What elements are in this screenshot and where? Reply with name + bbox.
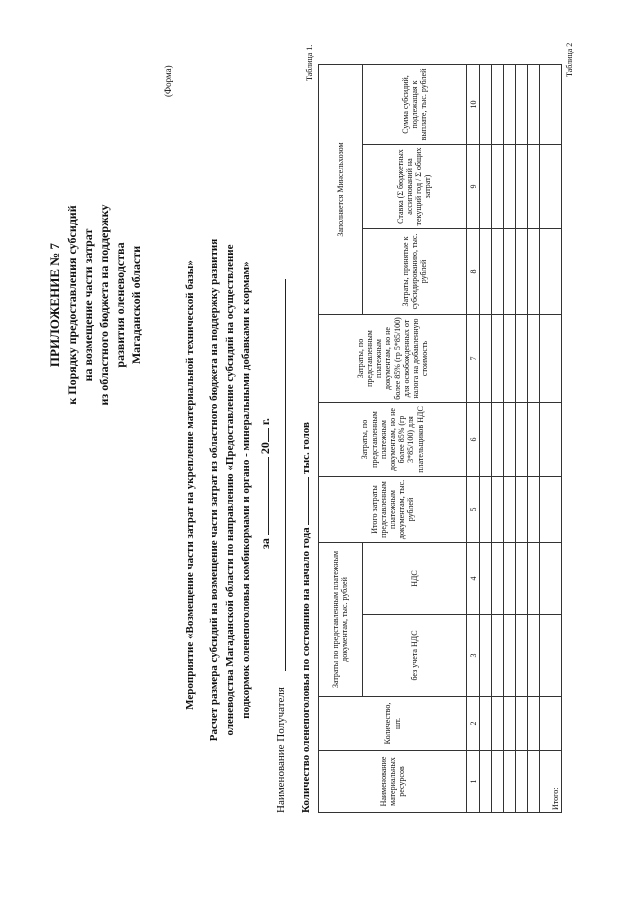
appendix-line-1: к Порядку предоставления субсидий [65,205,79,405]
header-col9: Ставка (Σ бюджетных ассигнований на текущий год / Σ общих затрат) [362,145,467,229]
appendix-line-2: на возмещение части затрат [81,228,95,382]
form-note: (Форма) [163,65,173,97]
table-row [480,64,492,812]
calc-title-line-2: оленеводства Магаданской области по направлению «Предоставление субсидий на осуществление [224,244,236,736]
period-year-prefix: 20 [258,442,272,455]
subsidy-table [318,64,562,813]
col-number-1: 1 [467,751,480,813]
header-vat: НДС [362,543,467,615]
header-without-vat: без учета НДС [362,615,467,697]
herd-unit: тыс. голов [300,422,312,474]
col-number-10: 10 [467,64,480,144]
header-col8: Затраты, принятые к субсидированию, тыс. рублей [362,229,467,315]
table-row [504,64,516,812]
period-line [256,418,271,549]
recipient-label: Наименование Получателя [275,687,287,813]
table-row [516,64,528,812]
table-row [492,64,504,812]
header-col6: Затраты, по представленным платежным документам, но не более 85% (гр 3*85/100) для плательщиков НДС [319,403,467,477]
appendix-line-5: Магаданской области [129,245,143,365]
col-number-6: 6 [467,403,480,477]
period-blank [256,457,269,535]
col-number-9: 9 [467,145,480,229]
header-costs-group: Затраты по представленным платежным документам, тыс. рублей [319,543,363,697]
calc-title-line-3: подкормок оленепоголовья комбикормами и органо - минеральными добавками к кормам» [240,261,252,719]
period-year-suffix: г. [258,418,272,426]
col-number-5: 5 [467,477,480,543]
herd-count-line [296,422,312,813]
calc-title-line-1: Расчет размера субсидий на возмещение части затрат из областного бюджета на поддержку развития [208,238,220,742]
herd-blank [296,477,309,525]
recipient-blank [285,279,286,671]
appendix-line-3: из областного бюджета на поддержку [97,204,111,406]
col-number-3: 3 [467,615,480,697]
total-label: Итого: [540,751,562,813]
header-qty: Количество, шт. [319,697,467,751]
header-total: Итого затраты представленным платежным документам, тыс. рублей [319,477,467,543]
header-name: Наименование материальных ресурсов [319,751,467,813]
table-row [528,64,540,812]
total-row [540,64,562,812]
header-ministry-group: Заполняется Минсельхозом [319,64,363,314]
herd-label: Количество оленепоголовья по состоянию на начало года [300,527,312,813]
col-number-7: 7 [467,315,480,403]
table2-label: Таблица 2 [565,42,574,77]
event-title: Мероприятие «Возмещение части затрат на укрепление материальной технической базы» [184,260,196,710]
col-number-2: 2 [467,697,480,751]
appendix-title: ПРИЛОЖЕНИЕ № 7 [47,242,62,368]
header-col7: Затраты, по представленным платежным документам, но не более 85% (гр 5*85/100) для освобожденных от налога на добавленную стоимость [319,315,467,403]
appendix-line-4: развития оленеводства [113,242,127,368]
year-blank [256,428,269,442]
period-prefix: за [258,538,272,549]
table1-label: Таблица 1. [305,44,314,81]
col-number-8: 8 [467,229,480,315]
col-number-4: 4 [467,543,480,615]
header-col10: Сумма субсидий, подлежащая к выплате, тыс. рублей [362,64,467,144]
